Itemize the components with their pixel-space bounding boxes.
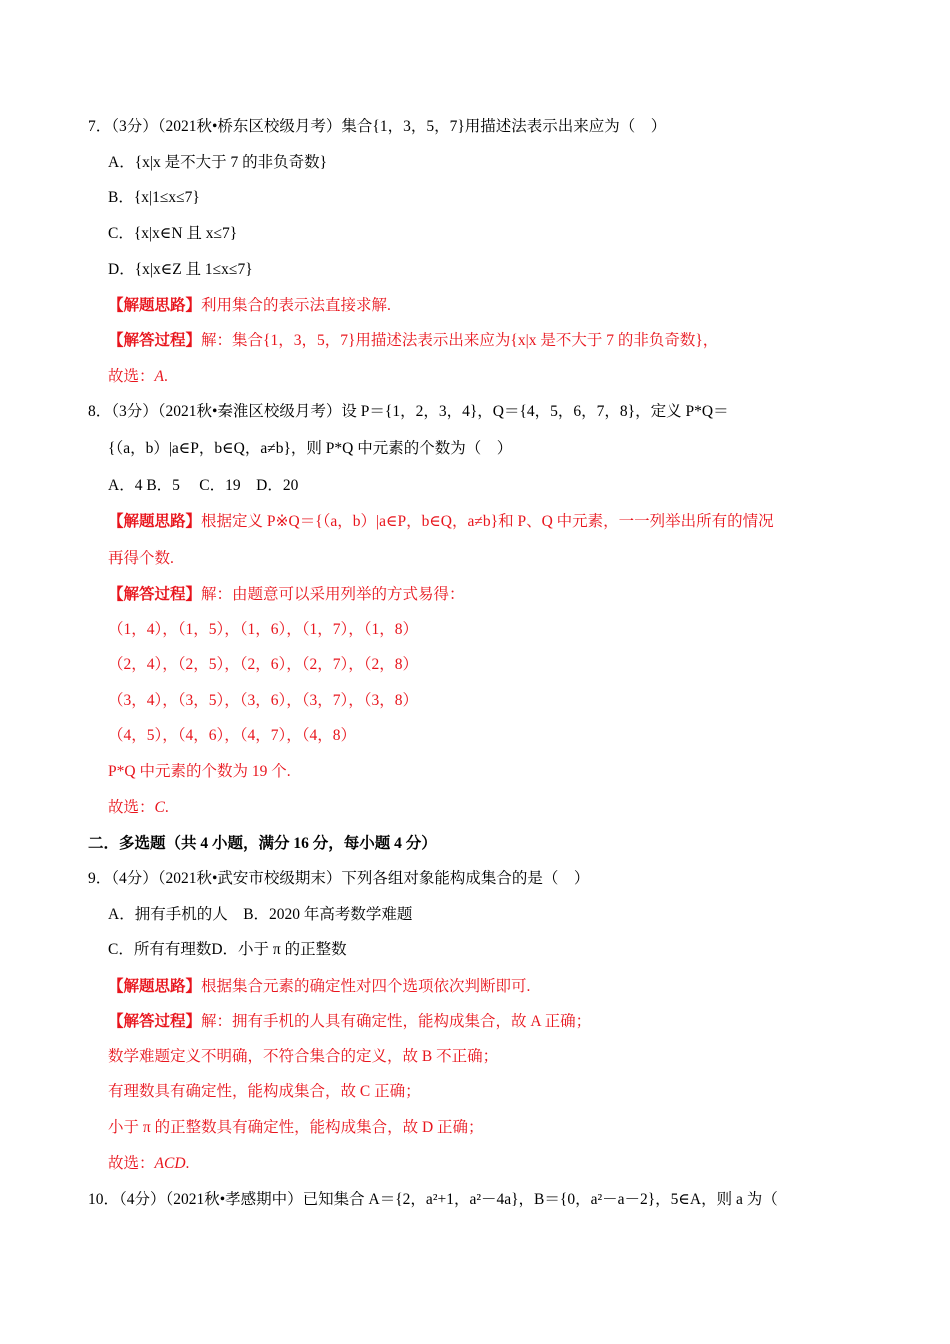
q9-process-line-c: 有理数具有确定性，能构成集合，故 C 正确； xyxy=(108,1083,421,1100)
q9-idea xyxy=(108,977,530,997)
q8-count: P*Q 中元素的个数为 19 个. xyxy=(108,763,291,780)
q8-answer-suffix: . xyxy=(164,799,169,816)
q8-pairs-row-4: （4，5），（4，6），（4，7），（4，8） xyxy=(108,727,357,744)
q7-answer-suffix: . xyxy=(163,368,168,385)
section-heading-multiple-choice: 二．多选题（共 4 小题，满分 16 分，每小题 4 分） xyxy=(88,835,437,852)
q7-process-text: 解：集合{1，3，5，7}用描述法表示出来应为{x|x 是不大于 7 的非负奇数}， xyxy=(201,332,719,349)
q7-option-c: C．{x|x∈N 且 x≤7} xyxy=(108,225,238,242)
q8-stem-line1: 8．（3分）（2021秋•秦淮区校级月考）设 P＝{1，2，3，4}，Q＝{4，5，6，7，8}，定义 P*Q＝ xyxy=(88,403,729,420)
q9-idea-label: 【解题思路】 xyxy=(108,978,202,995)
q8-idea-line2: 再得个数. xyxy=(108,550,174,567)
q8-answer-prefix: 故选： xyxy=(108,799,155,816)
q7-process xyxy=(108,331,718,351)
q9-process-line-b: 数学难题定义不明确，不符合集合的定义，故 B 不正确； xyxy=(108,1048,499,1065)
q9-options-line2: C．所有有理数D．小于 π 的正整数 xyxy=(108,941,347,958)
q8-pairs-row-3: （3，4），（3，5），（3，6），（3，7），（3，8） xyxy=(108,692,419,709)
q7-idea-label: 【解题思路】 xyxy=(108,297,202,314)
q8-process xyxy=(108,585,465,605)
q8-pairs-row-1: （1，4），（1，5），（1，6），（1，7），（1，8） xyxy=(108,621,419,638)
q7-answer-value: A xyxy=(154,368,164,385)
q9-process-line-d: 小于 π 的正整数具有确定性，能构成集合，故 D 正确； xyxy=(108,1119,484,1136)
q8-answer-value: C xyxy=(154,799,165,816)
q8-idea-label: 【解题思路】 xyxy=(108,513,202,530)
q7-answer xyxy=(108,367,168,387)
q9-answer xyxy=(108,1154,189,1174)
q9-process-label: 【解答过程】 xyxy=(108,1013,202,1030)
q8-process-text: 解：由题意可以采用列举的方式易得： xyxy=(201,586,465,603)
q7-option-d: D．{x|x∈Z 且 1≤x≤7} xyxy=(108,261,253,278)
q7-idea xyxy=(108,296,391,316)
q9-process xyxy=(108,1012,591,1032)
q10-stem: 10．（4分）（2021秋•孝感期中）已知集合 A＝{2，a²+1，a²－4a}，B＝{0，a²－a－2}，5∈A，则 a 为（ xyxy=(88,1191,778,1208)
q9-answer-suffix: . xyxy=(185,1155,190,1172)
q7-idea-text: 利用集合的表示法直接求解. xyxy=(201,297,391,314)
q9-options-line1: A．拥有手机的人 B．2020 年高考数学难题 xyxy=(108,906,413,923)
q8-stem-line2: {（a，b）|a∈P，b∈Q，a≠b}，则 P*Q 中元素的个数为（ ） xyxy=(108,440,513,457)
q9-answer-prefix: 故选： xyxy=(108,1155,155,1172)
q9-answer-value: ACD xyxy=(154,1155,186,1172)
q7-stem: 7．（3分）（2021秋•桥东区校级月考）集合{1，3，5，7}用描述法表示出来应为（ ） xyxy=(88,118,667,135)
q7-process-label: 【解答过程】 xyxy=(108,332,202,349)
q8-process-label: 【解答过程】 xyxy=(108,586,202,603)
q9-stem: 9．（4分）（2021秋•武安市校级期末）下列各组对象能构成集合的是（ ） xyxy=(88,870,590,887)
q9-idea-text: 根据集合元素的确定性对四个选项依次判断即可. xyxy=(201,978,531,995)
q8-idea xyxy=(108,512,774,532)
q7-answer-prefix: 故选： xyxy=(108,368,155,385)
q8-answer xyxy=(108,798,169,818)
q9-process-text: 解：拥有手机的人具有确定性，能构成集合，故 A 正确； xyxy=(201,1013,592,1030)
q8-idea-text: 根据定义 P※Q＝{（a，b）|a∈P，b∈Q，a≠b}和 P、Q 中元素，一一列举出所有的情况 xyxy=(201,513,774,530)
q8-pairs-row-2: （2，4），（2，5），（2，6），（2，7），（2，8） xyxy=(108,656,419,673)
q7-option-b: B．{x|1≤x≤7} xyxy=(108,189,200,206)
q8-options: A．4 B．5 C．19 D．20 xyxy=(108,477,299,494)
q7-option-a: A．{x|x 是不大于 7 的非负奇数} xyxy=(108,154,328,171)
